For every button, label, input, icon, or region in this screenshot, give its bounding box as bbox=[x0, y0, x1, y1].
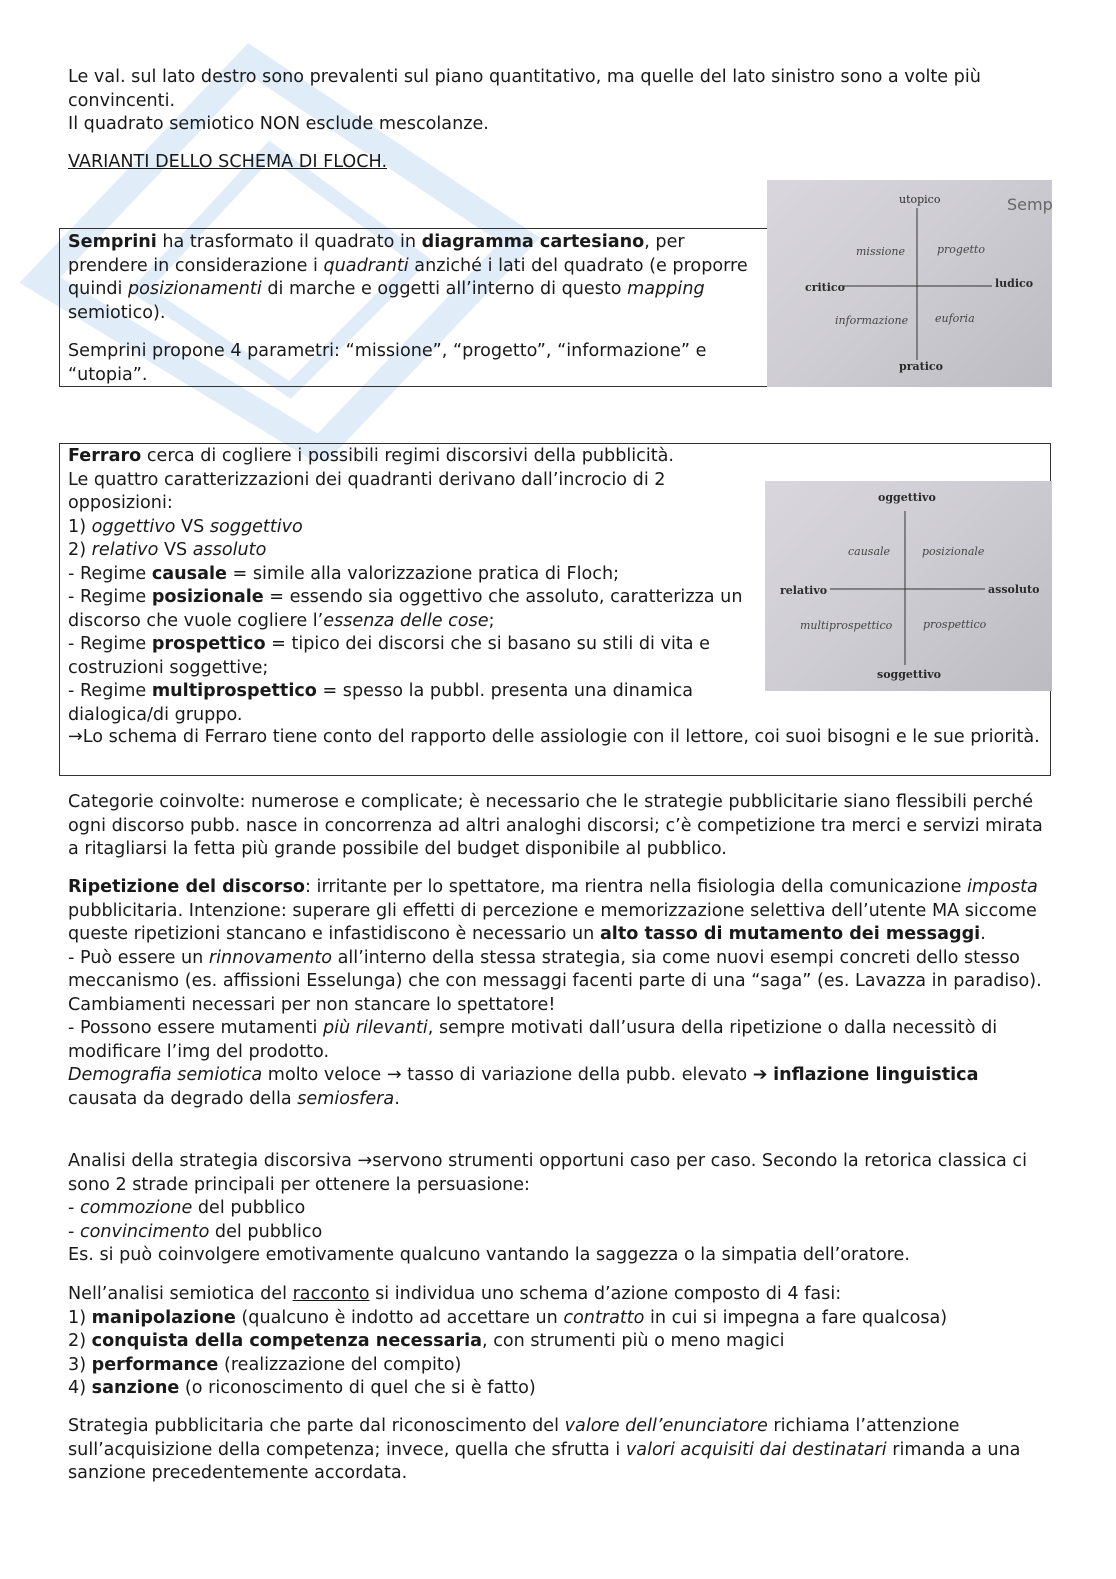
term-soggettivo: soggettivo bbox=[209, 516, 303, 537]
term-oggettivo: oggettivo bbox=[91, 516, 176, 537]
dash: - bbox=[68, 1198, 80, 1218]
ferraro-intro bbox=[68, 445, 748, 469]
regime-description: = essendo sia oggettivo che assoluto, caratterizza un discorso che vuole cogliere l’ bbox=[68, 587, 743, 631]
semprini-axis-left: critico bbox=[805, 281, 845, 294]
vs-label: VS bbox=[175, 516, 210, 537]
semprini-text-1: ha trasformato il quadrato in bbox=[156, 232, 422, 252]
ferraro-intro-text: cerca di cogliere i possibili regimi discorsivi della pubblicità. bbox=[141, 446, 674, 466]
analisi-example: Es. si può coinvolgere emotivamente qualcuno vantando la saggezza o la simpatia dell’oratore. bbox=[68, 1245, 910, 1265]
strategia-paragraph bbox=[68, 1415, 1048, 1486]
racconto-phase-1 bbox=[68, 1307, 1048, 1331]
semprini-corner-label: Semp bbox=[1007, 195, 1053, 214]
text: causata da degrado della bbox=[68, 1088, 298, 1109]
text: Strategia pubblicitaria che parte dal riconoscimento del bbox=[68, 1416, 565, 1436]
ferraro-conclusion bbox=[68, 726, 1043, 750]
term-relativo: relativo bbox=[91, 540, 159, 560]
text: tasso di variazione della pubb. elevato bbox=[401, 1065, 753, 1085]
text: (o riconoscimento di quel che si è fatto) bbox=[179, 1378, 536, 1398]
list-number: 4) bbox=[68, 1378, 92, 1398]
semprini-quadrant-4: euforia bbox=[935, 312, 975, 325]
italic-text: valore dell’enunciatore bbox=[564, 1416, 768, 1436]
text: si individua uno schema d’azione composto di 4 fasi: bbox=[369, 1284, 842, 1304]
regime-name: prospettico bbox=[151, 634, 266, 654]
regime-causale bbox=[68, 563, 748, 587]
regime-prefix: - Regime bbox=[68, 634, 152, 654]
text: (qualcuno è indotto ad accettare un bbox=[235, 1307, 564, 1328]
analisi-paragraph bbox=[68, 1150, 1048, 1197]
italic-text: rinnovamento bbox=[208, 947, 333, 968]
analisi-item-1 bbox=[68, 1197, 1048, 1221]
vs-label: VS bbox=[158, 540, 193, 560]
categorie-paragraph: Categorie coinvolte: numerose e complicate; è necessario che le strategie pubblicitarie siano flessibili perché ogni discorso pubb. nasce in concorrenza ad altri analoghi discorsi; c’è competizione tra merci e servizi mirata a ritagliarsi la fetta più grande possibile del budget disponibile al pubblico. bbox=[68, 792, 1043, 859]
semprini-diagram-image bbox=[767, 180, 1052, 387]
dash: - bbox=[68, 1221, 80, 1242]
ferraro-axis-bottom: soggettivo bbox=[877, 668, 941, 681]
racconto-phase-2 bbox=[68, 1330, 1048, 1354]
semprini-quadrant-2: progetto bbox=[937, 243, 985, 256]
regime-italic: essenza delle cose bbox=[323, 610, 489, 631]
semprini-italic-3: mapping bbox=[627, 279, 705, 299]
semprini-axis-bottom: pratico bbox=[899, 360, 943, 373]
regime-description: = tipico dei discorsi che si basano su stili di vita e costruzioni soggettive; bbox=[68, 634, 710, 678]
regime-prefix: - Regime bbox=[68, 681, 152, 701]
ripetizione-paragraph-2 bbox=[68, 947, 1048, 1018]
analisi-section bbox=[68, 1150, 1048, 1268]
regime-prefix: - Regime bbox=[68, 563, 152, 584]
bold-text: alto tasso di mutamento dei messaggi bbox=[599, 924, 981, 944]
racconto-section bbox=[68, 1283, 1048, 1401]
ferraro-quadrant-3: multiprospettico bbox=[800, 619, 893, 632]
arrow-icon: → bbox=[357, 1151, 373, 1171]
ferraro-name: Ferraro bbox=[68, 446, 142, 466]
regime-name: multiprospettico bbox=[151, 681, 317, 701]
text: : irritante per lo spettatore, ma rientra nella fisiologia della comunicazione bbox=[305, 877, 967, 897]
text: Nell’analisi semiotica del bbox=[68, 1284, 293, 1304]
semprini-paragraph bbox=[68, 231, 758, 325]
racconto-intro bbox=[68, 1283, 1048, 1307]
term-assoluto: assoluto bbox=[192, 540, 267, 560]
text: , con strumenti più o meno magici bbox=[482, 1331, 785, 1351]
text: richiama l’attenzione sull’acquisizione della competenza; invece, quella che sfrutta i bbox=[68, 1416, 960, 1460]
semprini-axis-right: ludico bbox=[995, 277, 1034, 290]
text: . bbox=[394, 1088, 400, 1109]
underlined-text: racconto bbox=[292, 1284, 370, 1304]
text: - Possono essere mutamenti bbox=[68, 1018, 323, 1038]
text: in cui si impegna a fare qualcosa) bbox=[644, 1307, 948, 1328]
list-number: 1) bbox=[68, 1307, 92, 1328]
text: pubblicitaria. Intenzione: superare gli effetti di percezione e memorizzazione selettiva dell’utente MA siccome queste ripetizioni stancano e infastidiscono è necessario un bbox=[68, 900, 1037, 944]
racconto-phase-3 bbox=[68, 1354, 1048, 1378]
text: (realizzazione del compito) bbox=[218, 1354, 462, 1375]
arrow-icon: → bbox=[68, 727, 83, 747]
italic-text: Demografia semiotica bbox=[68, 1065, 263, 1085]
semprini-italic-2: posizionamenti bbox=[128, 279, 262, 299]
ferraro-opposition-2 bbox=[68, 539, 748, 563]
regime-description: = spesso la pubbl. presenta una dinamica dialogica/di gruppo. bbox=[68, 681, 694, 725]
ferraro-axis-right: assoluto bbox=[988, 583, 1040, 596]
regime-name: causale bbox=[151, 563, 227, 584]
regime-name: posizionale bbox=[151, 587, 264, 607]
ferraro-text bbox=[68, 445, 748, 727]
italic-text: convincimento bbox=[79, 1221, 210, 1242]
ripetizione-paragraph-1 bbox=[68, 876, 1048, 947]
text: . bbox=[980, 924, 986, 944]
ferraro-quadrant-1: causale bbox=[848, 545, 891, 558]
list-number: 3) bbox=[68, 1354, 92, 1375]
text: , sempre motivati dall’usura della ripetizione o dalla necessitò di modificare l’img del prodotto. bbox=[68, 1018, 998, 1062]
ferraro-conclusion-text: Lo schema di Ferraro tiene conto del rapporto delle assiologie con il lettore, coi suoi bisogni e le sue priorità. bbox=[82, 727, 1040, 747]
semprini-name: Semprini bbox=[68, 232, 157, 252]
text: all’interno della stessa strategia, sia come nuovi esempi concreti dello stesso meccanismo (es. affissioni Esselunga) che con messaggi facenti parte di una “saga” (es. Lavazza in paradiso). Cambiamenti necessari per non stancare lo spettatore! bbox=[68, 947, 1042, 1015]
italic-text: valori acquisiti dai destinatari bbox=[625, 1439, 887, 1460]
regime-multiprospettico bbox=[68, 680, 748, 727]
semprini-quadrant-1: missione bbox=[856, 245, 905, 258]
italic-text: imposta bbox=[967, 877, 1038, 897]
phase-name: performance bbox=[91, 1354, 219, 1375]
semprini-text-3: anziché i lati del quadrato (e proporre quindi bbox=[68, 255, 748, 299]
ripetizione-paragraph-4 bbox=[68, 1064, 1048, 1111]
semprini-axis-top: utopico bbox=[899, 193, 941, 206]
semprini-text-5: semiotico). bbox=[68, 302, 166, 323]
text: del pubblico bbox=[192, 1198, 306, 1218]
regime-end: ; bbox=[488, 610, 495, 631]
text: Analisi della strategia discorsiva bbox=[68, 1151, 358, 1171]
ripetizione-section bbox=[68, 876, 1048, 1111]
intro-line-1: Le val. sul lato destro sono prevalenti sul piano quantitativo, ma quelle del lato sinistro sono a volte più convincenti. bbox=[68, 67, 981, 111]
arrow-icon: → bbox=[386, 1065, 402, 1085]
text: servono strumenti opportuni caso per caso. Secondo la retorica classica ci sono 2 strade principali per ottenere la persuasione: bbox=[68, 1151, 1027, 1195]
phase-name: conquista della competenza necessaria bbox=[91, 1331, 483, 1351]
regime-description: = simile alla valorizzazione pratica di Floch; bbox=[226, 563, 620, 584]
section-heading: VARIANTI DELLO SCHEMA DI FLOCH. bbox=[68, 152, 388, 172]
semprini-text-2: , per prendere in considerazione i bbox=[68, 232, 685, 276]
regime-posizionale bbox=[68, 586, 748, 633]
ripetizione-title: Ripetizione del discorso bbox=[68, 877, 306, 897]
ferraro-opposition-1 bbox=[68, 516, 748, 540]
italic-text: semiosfera bbox=[297, 1088, 395, 1109]
ferraro-diagram-image bbox=[765, 481, 1052, 691]
text: - Può essere un bbox=[68, 947, 209, 968]
bold-text: inflazione linguistica bbox=[773, 1065, 979, 1085]
italic-text: commozione bbox=[79, 1198, 193, 1218]
semprini-italic-1: quadranti bbox=[323, 255, 409, 276]
racconto-phase-4 bbox=[68, 1377, 1048, 1401]
regime-prefix: - Regime bbox=[68, 587, 152, 607]
semprini-parameters: Semprini propone 4 parametri: “missione”, “progetto”, “informazione” e “utopia”. bbox=[68, 341, 707, 385]
regime-prospettico bbox=[68, 633, 748, 680]
list-number: 2) bbox=[68, 1331, 92, 1351]
semprini-bold-1: diagramma cartesiano bbox=[421, 232, 645, 252]
phase-name: manipolazione bbox=[91, 1307, 236, 1328]
phase-name: sanzione bbox=[91, 1378, 180, 1398]
semprini-text-4: di marche e oggetti all’interno di questo bbox=[261, 279, 628, 299]
ferraro-oppositions-intro: Le quattro caratterizzazioni dei quadranti derivano dall’incrocio di 2 opposizioni: bbox=[68, 469, 666, 513]
text: rimanda a una sanzione precedentemente accordata. bbox=[68, 1439, 1021, 1483]
text: molto veloce bbox=[262, 1065, 387, 1085]
intro-line-2: Il quadrato semiotico NON esclude mescolanze. bbox=[68, 114, 489, 134]
bold-arrow-icon: ➔ bbox=[752, 1065, 768, 1085]
italic-text: contratto bbox=[563, 1307, 645, 1328]
semprini-quadrant-3: informazione bbox=[835, 314, 909, 327]
ferraro-axis-top: oggettivo bbox=[878, 491, 936, 504]
ferraro-quadrant-2: posizionale bbox=[922, 545, 985, 558]
text: del pubblico bbox=[209, 1221, 323, 1242]
ferraro-axis-left: relativo bbox=[780, 584, 828, 597]
list-number: 2) bbox=[68, 540, 92, 560]
list-number: 1) bbox=[68, 516, 92, 537]
ripetizione-paragraph-3 bbox=[68, 1017, 1048, 1064]
italic-text: più rilevanti bbox=[323, 1018, 428, 1038]
analisi-item-2 bbox=[68, 1221, 1048, 1245]
ferraro-quadrant-4: prospettico bbox=[923, 618, 987, 631]
